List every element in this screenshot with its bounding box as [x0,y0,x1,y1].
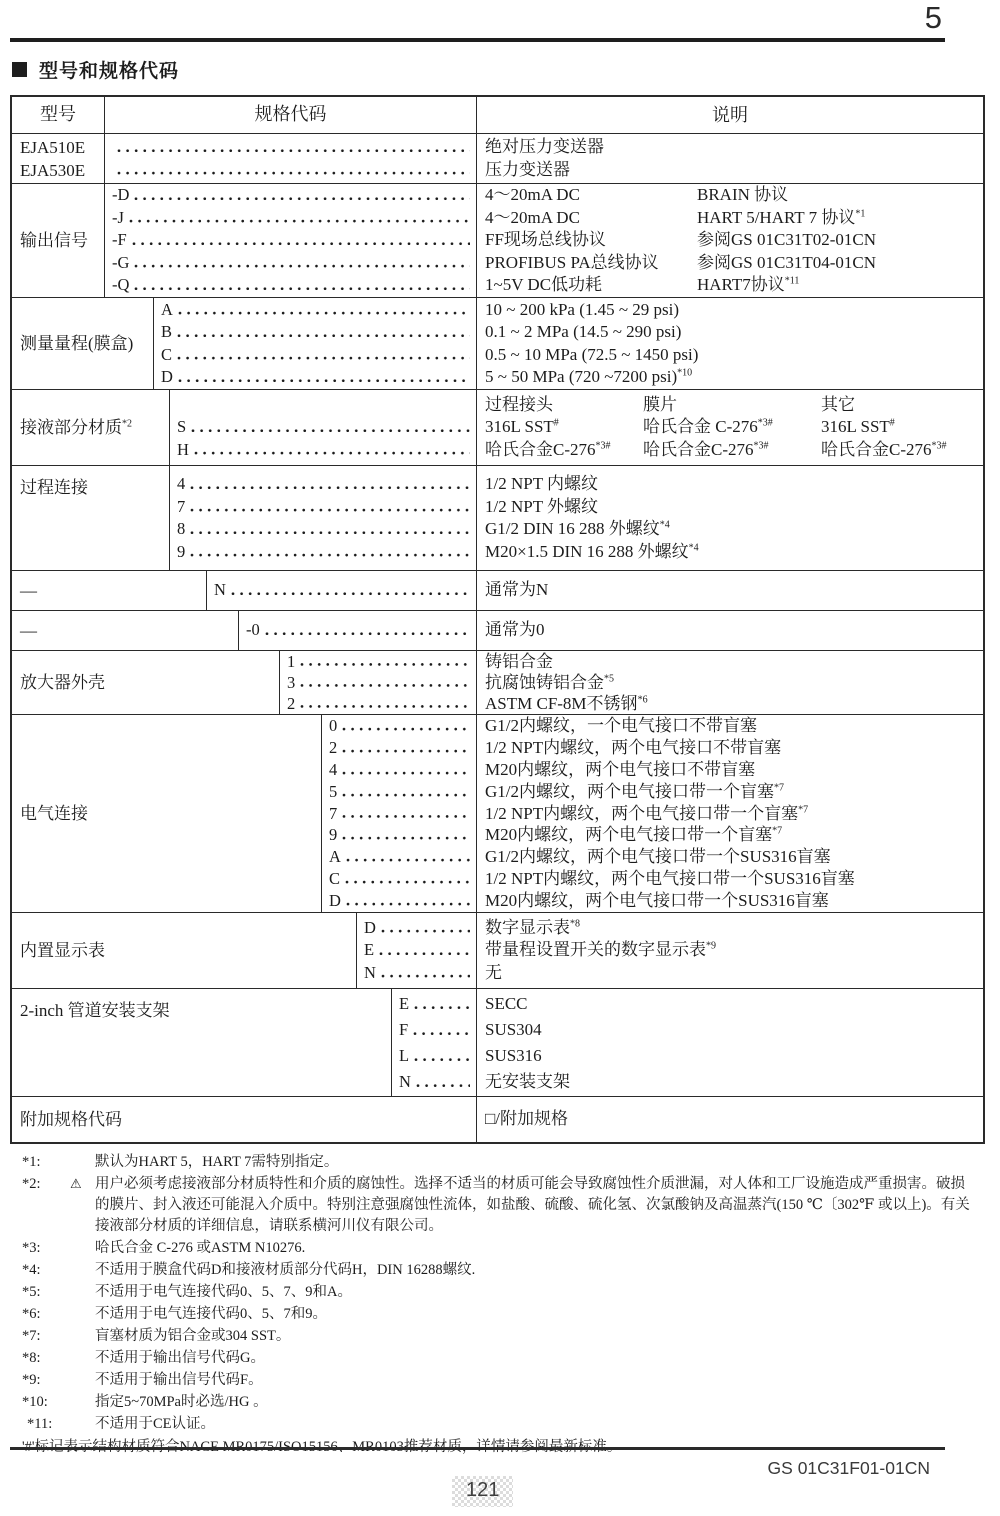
spec-description-column: 316L SST# [821,417,895,437]
footnote [22,1414,974,1435]
dotted-leader [229,579,470,602]
spec-code: 5 [329,781,338,801]
footnote [22,1392,974,1413]
dotted-leader [379,962,470,985]
black-square-icon [12,62,27,77]
spec-code: 7 [177,496,186,516]
dotted-leader [340,824,470,846]
header-model: 型号 [12,97,105,133]
spec-description-cell: 通常为0 [485,620,545,640]
spec-description-column: 参阅GS 01C31T02-01CN [697,230,876,250]
dotted-leader [340,803,470,825]
dotted-leader [188,473,470,496]
spec-description-cell: □/附加规格 [485,1109,568,1129]
footnote [22,1260,974,1281]
footnote-text: 盲塞材质为铝合金或304 SST。 [95,1328,291,1344]
table-row [12,715,983,913]
dotted-leader [188,518,470,541]
dotted-leader [340,737,470,759]
spec-description-cell: 1/2 NPT 内螺纹 1/2 NPT 外螺纹 G1/2 DIN 16 288 外螺纹$^{*4}$ M20×1.5 DIN 16 288 外螺纹$^{*4}$ [485,474,699,561]
footnote-text: 不适用于电气连接代码0、5、7和9。 [95,1306,327,1322]
spec-description-cell: SECC SUS304 SUS316 无安装支架 [485,993,570,1091]
spec-code: A [329,847,341,867]
dotted-leader [132,252,470,275]
footnotes-block [22,1152,974,1458]
footnote-label: *1: [22,1154,41,1170]
spec-code: -0 [246,620,260,640]
spec-code: 0 [329,716,338,736]
spec-description-cell: 10 ~ 200 kPa (1.45 ~ 29 psi) 0.1 ~ 2 MPa (14.5 ~ 290 psi) 0.5 ~ 10 MPa (72.5 ~ 1450 psi) 5 ~ 50 MPa (720 ~7200 psi)$^{*10}$ [485,299,699,386]
spec-description-column: PROFIBUS PA总线协议 [485,252,659,272]
spec-code: 4 [329,760,338,779]
spec-description-cell: 铸铝合金 抗腐蚀铸铝合金$^{*5}$ ASTM CF-8M不锈钢$^{*6}$ [485,652,648,713]
row-label: — [12,611,239,650]
spec-code: 2 [287,694,296,713]
spec-description-column: 膜片 [643,394,677,414]
dotted-leader [414,1069,470,1095]
table-row [12,611,983,651]
spec-description-cell [477,390,983,465]
spec-code: 9 [177,541,186,561]
table-row [12,913,983,989]
footnote [22,1238,974,1259]
spec-code: N [364,962,376,982]
spec-code: N [399,1071,411,1091]
footnote-text: 指定5~70MPa时必选/HG 。 [95,1394,268,1410]
dotted-leader [340,715,470,737]
model-suffix-code-table [10,95,985,1144]
page-number-top: 5 [924,0,942,35]
spec-code: -D [112,185,130,205]
spec-code: D [161,367,173,386]
footnote [22,1282,974,1303]
spec-code: -J [112,207,124,227]
spec-code-cell [170,390,477,465]
spec-code: 8 [177,519,186,538]
spec-code: N [214,580,226,600]
footnote-label: *9: [22,1372,41,1388]
table-row [12,134,983,184]
table-row [12,571,983,611]
row-label: 测量量程(膜盒) [12,298,154,389]
row-label: 内置显示表 [12,913,357,988]
spec-code-cell [239,611,477,650]
dotted-leader [115,136,470,159]
spec-code: 7 [329,803,338,823]
spec-code-cell [154,298,477,389]
table-row [12,1097,983,1142]
spec-description-column: 参阅GS 01C31T04-01CN [697,252,876,272]
spec-code-cell [322,715,477,912]
footnote-label: *6: [22,1306,41,1322]
spec-code-cell [170,466,477,570]
row-label: 放大器外壳 [12,651,280,714]
footnote-text: 用户必须考虑接液部分材质特性和介质的腐蚀性。选择不适当的材质可能会导致腐蚀性介质泄漏，对人体和工厂设施造成严重损害。破损的膜片、封入液还可能混入介质中。特别注意强腐蚀性流体，如盐酸、硫酸、硫化氢、次氯酸钠及高温蒸汽(150 ℃〔302℉ 或以上)。有关接液部分材质的详细信息，请联系横河川仪有限公司。 [95,1176,970,1234]
row-label: 输出信号 [12,184,105,297]
footnote-label: *2: [22,1176,41,1192]
table-row [12,390,983,466]
row-label: 接液部分材质$^{*2}$ [12,390,170,465]
spec-code-cell [392,989,477,1096]
dotted-leader [176,299,470,322]
spec-description-cell: 绝对压力变送器 压力变送器 [485,137,604,179]
dotted-leader [188,541,470,564]
dotted-leader [379,917,470,940]
spec-code: -Q [112,275,130,295]
spec-description-column: 哈氏合金$C-276^{*3\#}$ [821,439,947,459]
spec-code: E [364,940,375,960]
spec-code: D [364,917,376,937]
dotted-leader [340,759,470,781]
warning-icon: ⚠ [70,1177,82,1192]
footnote-label: *4: [22,1262,41,1278]
dotted-leader [130,229,470,252]
dotted-leader [132,184,470,207]
spec-code: F [399,1019,409,1039]
footnote [22,1370,974,1391]
spec-description-cell: 通常为N [485,580,549,600]
spec-code: E [399,993,410,1013]
dotted-leader [192,439,470,462]
spec-description-column: 哈氏合金 $C-276^{*3\#}$ [643,417,773,437]
dotted-leader [298,693,470,714]
footnote-label: *3: [22,1240,41,1256]
footnote-label: *10: [22,1394,48,1410]
row-label: EJA510E EJA530E [12,134,105,183]
spec-description-cell: 数字显示表$^{*8}$ 带量程设置开关的数字显示表$^{*9}$ 无 [485,917,716,982]
spec-description-cell [477,184,983,297]
table-row [12,651,983,715]
dotted-leader [175,321,470,344]
table-row [12,989,983,1097]
footnote [22,1326,974,1347]
spec-code: C [329,868,341,888]
table-row [12,466,983,571]
spec-description-column: 4～20mA DC [485,185,580,205]
spec-code: -G [112,252,130,272]
dotted-leader [127,207,470,230]
footnote-text: 哈氏合金 C-276 或ASTM N10276. [95,1240,306,1256]
spec-description-column: HART 5/HART 7 协议$^{*1}$ [697,207,866,227]
footnote-text: 不适用于电气连接代码0、5、7、9和A。 [95,1284,352,1300]
spec-description-column: HART7协议$^{*11}$ [697,275,800,295]
section-title: 型号和规格代码 [39,61,180,82]
header-suffix-code: 规格代码 [105,97,477,133]
spec-description-column: 哈氏合金$C-276^{*3\#}$ [643,439,769,459]
spec-code-cell [280,651,477,714]
footnote-label: *11: [27,1416,53,1432]
table-row [12,184,983,298]
footnote-text: 默认为HART 5，HART 7需特别指定。 [95,1154,339,1170]
dotted-leader [377,939,470,962]
spec-code: -F [112,230,127,250]
footnote [22,1304,974,1325]
spec-code: D [329,890,341,910]
page-number-bottom: 121 [452,1476,513,1507]
row-label: 过程连接 [12,466,170,570]
footnote-text: 不适用于输出信号代码G。 [95,1350,265,1366]
spec-description-column: BRAIN 协议 [697,185,789,205]
header-description: 说明 [712,105,748,125]
spec-code: B [161,322,173,341]
spec-code-cell [207,571,477,610]
dotted-leader [412,991,470,1017]
footnote-text: 不适用于膜盒代码D和接液材质部分代码H，DIN 16288螺纹. [95,1262,476,1278]
spec-code-cell [105,134,477,183]
dotted-leader [343,868,470,890]
table-header-row [12,97,983,134]
row-label: 2-inch 管道安装支架 [12,989,392,1096]
spec-code: H [177,439,189,459]
dotted-leader [340,781,470,803]
spec-description-column: 1~5V DC低功耗 [485,275,603,295]
footnote-label: *7: [22,1328,41,1344]
dotted-leader [344,846,470,868]
footnote-text: 不适用于输出信号代码F。 [95,1372,263,1388]
footnote [22,1348,974,1369]
section-heading [12,56,179,83]
spec-code-cell [105,184,477,297]
dotted-leader [188,496,470,519]
spec-code-cell [357,913,477,988]
spec-code: 4 [177,474,186,493]
top-rule [10,38,945,42]
footnote-text: 不适用于CE认证。 [95,1416,216,1432]
dotted-leader [298,672,470,693]
row-label: 附加规格代码 [12,1097,477,1142]
row-label: — [12,571,207,610]
spec-code: A [161,299,173,319]
dotted-leader [411,1017,470,1043]
spec-description-cell: G1/2内螺纹，一个电气接口不带盲塞 1/2 NPT内螺纹，两个电气接口不带盲塞 M20内螺纹，两个电气接口不带盲塞 G1/2内螺纹，两个电气接口带一个盲塞$^{*7}$ 1/2 NPT内螺纹，两个电气接口带一个盲塞$^{*7}$ M20内螺纹，两个电气接口带一个盲塞$^{*7}$ G1/2内螺纹，两个电气接口带一个SUS316盲塞 1/2 NPT内螺纹，两个电气接口带一个SUS316盲塞 M20内螺纹，两个电气接口带一个SUS316盲塞 [485,716,855,910]
spec-description-column: 316L SST# [485,417,559,437]
dotted-leader [263,619,470,642]
dotted-leader [298,651,470,672]
dotted-leader [344,890,470,912]
spec-code: 9 [329,825,338,845]
spec-description-column: 哈氏合金$C-276^{*3\#}$ [485,439,611,459]
spec-description-column: 过程接头 [485,394,553,414]
footnote [22,1174,974,1237]
dotted-leader [189,416,470,439]
spec-description-column: 其它 [821,394,855,414]
spec-code: C [161,344,173,364]
footnote-label: *8: [22,1350,41,1366]
spec-code: 2 [329,738,338,758]
bottom-rule [10,1447,945,1450]
spec-description-column: 4～20mA DC [485,207,580,227]
dotted-leader [175,344,470,367]
spec-description-column: FF现场总线协议 [485,230,606,250]
footnote [22,1152,974,1173]
table-row [12,298,983,390]
dotted-leader [132,274,470,297]
footnote-label: *5: [22,1284,41,1300]
spec-code: 3 [287,673,296,692]
dotted-leader [412,1043,470,1069]
dotted-leader [115,159,470,182]
spec-code: S [177,417,187,437]
spec-code: 1 [287,652,296,671]
dotted-leader [176,366,470,389]
spec-code: L [399,1045,410,1065]
document-number: GS 01C31F01-01CN [767,1458,930,1478]
row-label: 电气连接 [12,715,322,912]
